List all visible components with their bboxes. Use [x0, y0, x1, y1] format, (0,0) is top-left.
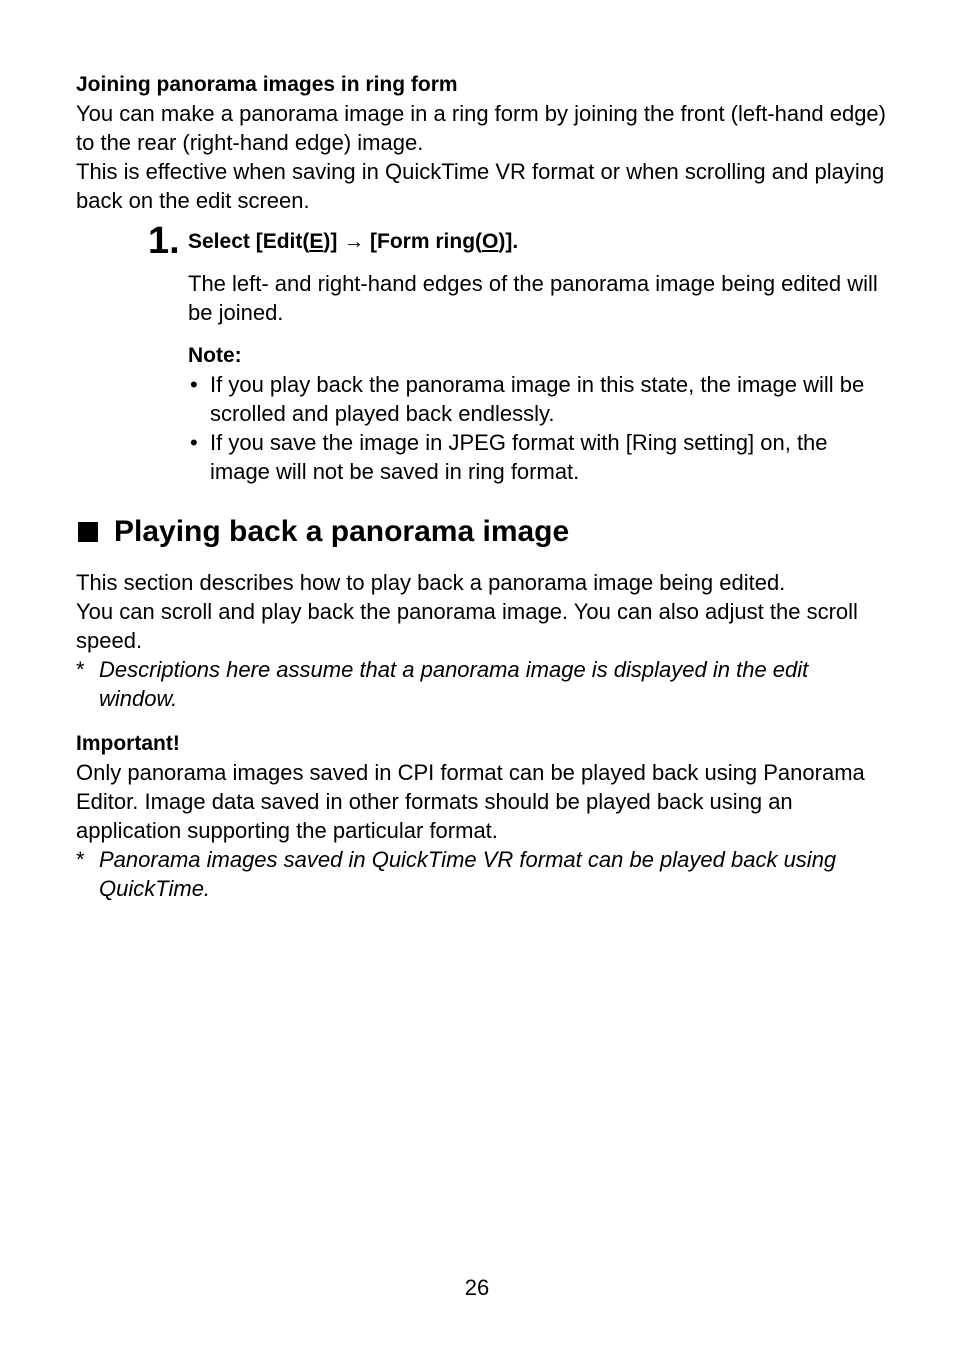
note-list: [188, 370, 886, 486]
square-bullet-icon: [78, 522, 98, 542]
note-text: If you save the image in JPEG format with [Ring setting] on, the image will not be saved in ring format.: [210, 430, 828, 484]
step-title: [188, 227, 886, 256]
playback-asterisk-note: [76, 655, 886, 713]
asterisk-marker: *: [76, 847, 85, 872]
ring-section-paragraph-2: This is effective when saving in QuickTime VR format or when scrolling and playing back on the edit screen.: [76, 159, 885, 213]
playback-section-body: [76, 568, 886, 903]
bullet-icon: •: [190, 430, 198, 455]
step-description: The left- and right-hand edges of the panorama image being edited will be joined.: [188, 271, 878, 325]
page-number: 26: [464, 1275, 490, 1300]
step-title-mid: )] → [Form ring(: [323, 230, 483, 253]
document-page: [76, 70, 886, 903]
note-item: [188, 428, 886, 486]
playback-section-heading: [76, 512, 886, 552]
step-title-suffix: )].: [498, 230, 519, 253]
step-1: [76, 220, 886, 486]
step-title-prefix: Select [Edit(: [188, 230, 310, 253]
asterisk-note-text: Panorama images saved in QuickTime VR format can be played back using QuickTime.: [99, 847, 837, 901]
important-label: Important!: [76, 732, 180, 755]
asterisk-note-text: Descriptions here assume that a panorama image is displayed in the edit window.: [99, 657, 809, 711]
note-item: [188, 370, 886, 428]
menu-key-form-ring: O: [482, 230, 499, 253]
ring-section-paragraph-1: You can make a panorama image in a ring form by joining the front (left-hand edge) to the rear (right-hand edge) image.: [76, 101, 886, 155]
bullet-icon: •: [190, 372, 198, 397]
playback-paragraph-1: This section describes how to play back a panorama image being edited.: [76, 570, 786, 595]
note-label: Note:: [188, 344, 242, 367]
step-number: 1.: [148, 220, 180, 262]
menu-key-edit: E: [309, 230, 324, 253]
important-text: Only panorama images saved in CPI format can be played back using Panorama Editor. Image data saved in other formats should be played back using an application supporting the particular format.: [76, 760, 865, 843]
ring-section-heading: Joining panorama images in ring form: [76, 73, 458, 96]
playback-section-title: Playing back a panorama image: [114, 515, 570, 548]
quicktime-asterisk-note: [76, 845, 886, 903]
note-text: If you play back the panorama image in this state, the image will be scrolled and played back endlessly.: [210, 372, 865, 426]
asterisk-marker: *: [76, 657, 85, 682]
playback-paragraph-2: You can scroll and play back the panorama image. You can also adjust the scroll speed.: [76, 599, 858, 653]
